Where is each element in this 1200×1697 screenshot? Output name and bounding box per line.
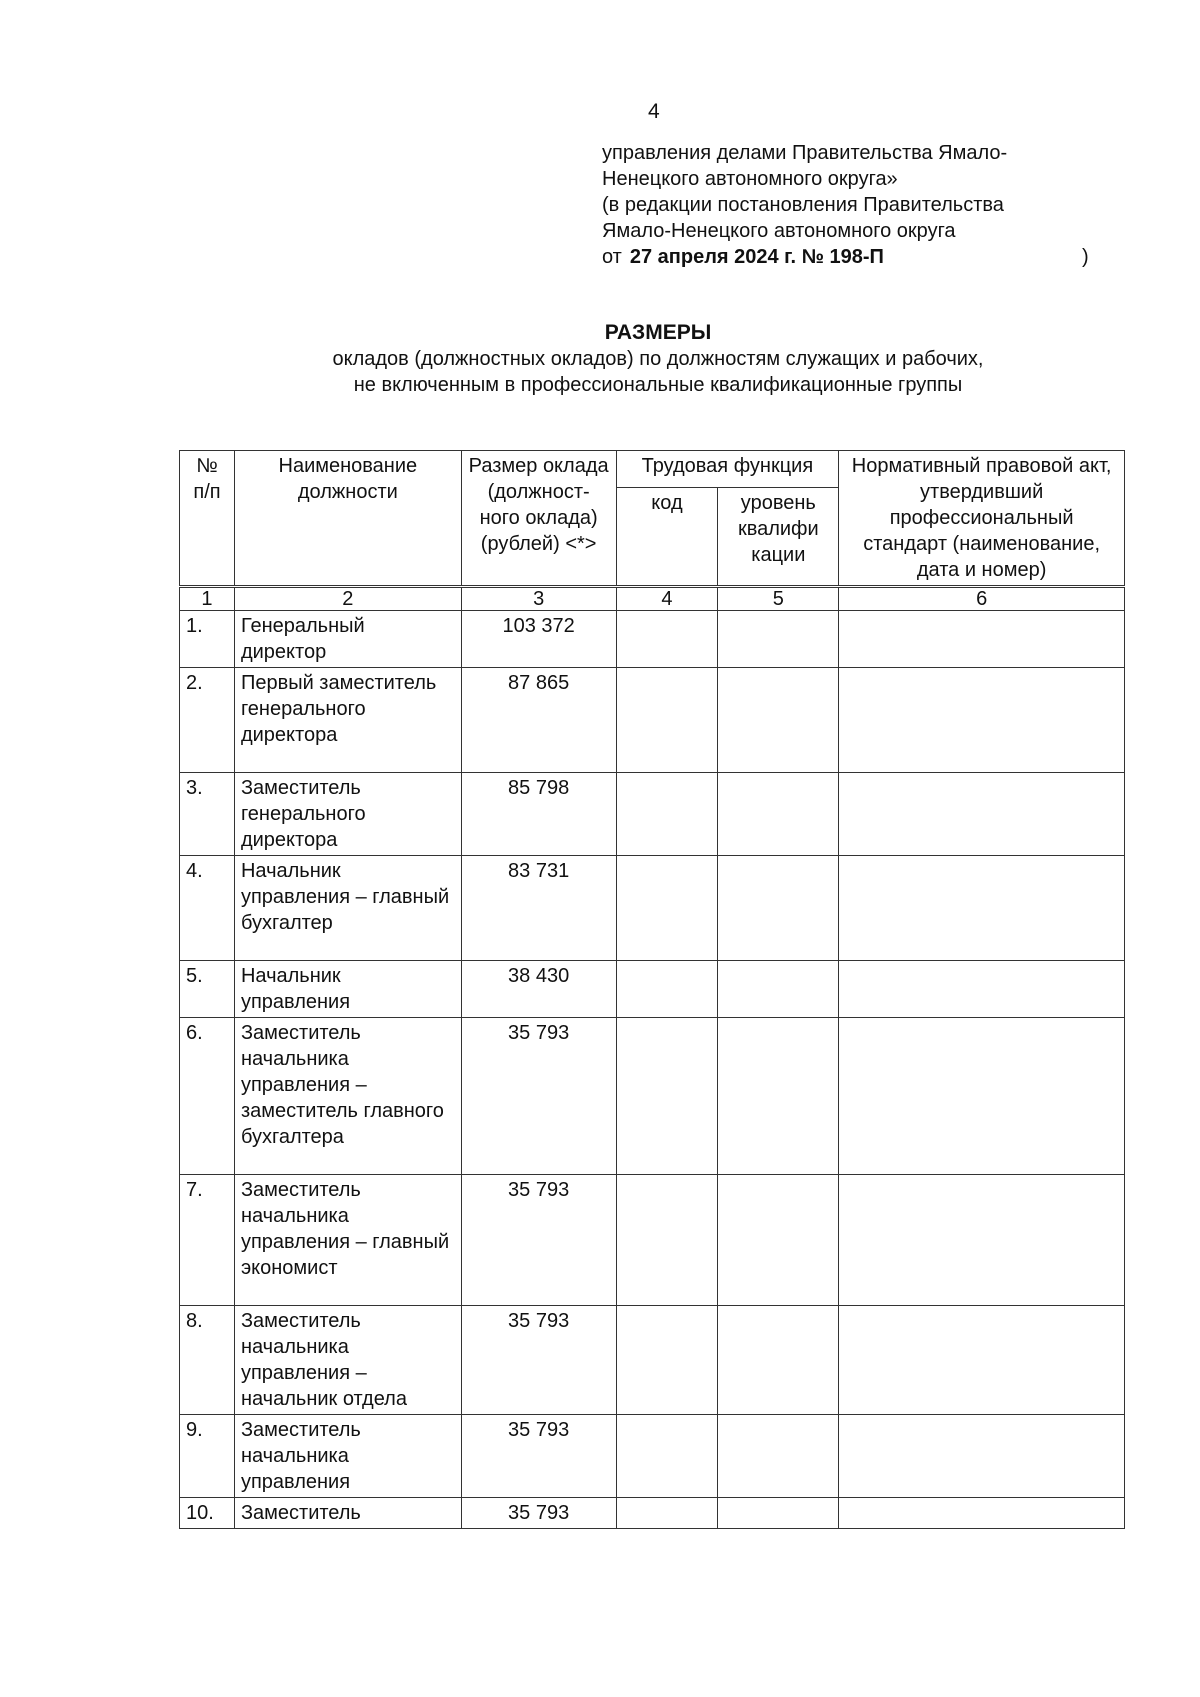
level-cell (718, 1498, 839, 1529)
row-number: 3. (180, 773, 235, 856)
row-number: 5. (180, 961, 235, 1018)
header-regulatory-act: Нормативный правовой акт, утвердивший профессиональный стандарт (наименование, дата и номер) (839, 451, 1125, 587)
resolution-date-line (602, 244, 1092, 270)
column-number: 4 (616, 587, 718, 611)
date-prefix: от (602, 246, 622, 268)
row-number: 4. (180, 856, 235, 961)
act-cell (839, 1498, 1125, 1529)
column-numbers-row (180, 587, 1125, 611)
act-cell (839, 668, 1125, 773)
row-number: 6. (180, 1018, 235, 1175)
code-cell (616, 856, 718, 961)
code-cell (616, 1175, 718, 1306)
table-row (180, 1175, 1125, 1306)
level-cell (718, 773, 839, 856)
position-name: Заместитель начальника управления – главный экономист (234, 1175, 461, 1306)
position-name: Первый заместитель генерального директора (234, 668, 461, 773)
column-number: 3 (461, 587, 616, 611)
level-cell (718, 1415, 839, 1498)
code-cell (616, 668, 718, 773)
table-row (180, 1018, 1125, 1175)
document-title (0, 320, 1200, 398)
salary-value: 87 865 (461, 668, 616, 773)
table-row (180, 668, 1125, 773)
header-line: Ненецкого автономного округа» (602, 168, 898, 190)
level-cell (718, 1306, 839, 1415)
header-num: № п/п (180, 451, 235, 587)
salary-value: 35 793 (461, 1018, 616, 1175)
column-number: 2 (234, 587, 461, 611)
act-cell (839, 1018, 1125, 1175)
position-name: Генеральный директор (234, 611, 461, 668)
act-cell (839, 961, 1125, 1018)
act-cell (839, 773, 1125, 856)
table-row (180, 773, 1125, 856)
salary-value: 35 793 (461, 1415, 616, 1498)
column-number: 6 (839, 587, 1125, 611)
page-number: 4 (648, 100, 660, 123)
header-salary: Размер оклада (должност-ного оклада) (рублей) <*> (461, 451, 616, 587)
act-cell (839, 1175, 1125, 1306)
row-number: 1. (180, 611, 235, 668)
title-subtitle: не включенным в профессиональные квалификационные группы (353, 374, 963, 396)
level-cell (718, 1018, 839, 1175)
title-subtitle: окладов (должностных окладов) по должностям служащих и рабочих, (332, 348, 984, 370)
position-name: Заместитель начальника управления (234, 1415, 461, 1498)
header-code: код (616, 487, 718, 586)
title-heading: РАЗМЕРЫ (604, 321, 712, 344)
level-cell (718, 611, 839, 668)
header-line: (в редакции постановления Правительства (602, 194, 1004, 216)
salary-value: 35 793 (461, 1306, 616, 1415)
code-cell (616, 773, 718, 856)
position-name: Заместитель генерального директора (234, 773, 461, 856)
position-name: Начальник управления (234, 961, 461, 1018)
position-name: Заместитель начальника управления – заместитель главного бухгалтера (234, 1018, 461, 1175)
code-cell (616, 1415, 718, 1498)
header-position-name: Наименование должности (234, 451, 461, 587)
header-line: Ямало-Ненецкого автономного округа (602, 220, 956, 242)
table-row (180, 611, 1125, 668)
salary-value: 35 793 (461, 1175, 616, 1306)
code-cell (616, 1498, 718, 1529)
position-name: Начальник управления – главный бухгалтер (234, 856, 461, 961)
row-number: 2. (180, 668, 235, 773)
position-name: Заместитель начальника управления – начальник отдела (234, 1306, 461, 1415)
table-row (180, 856, 1125, 961)
code-cell (616, 961, 718, 1018)
header-line: управления делами Правительства Ямало- (602, 142, 1008, 164)
level-cell (718, 668, 839, 773)
row-number: 7. (180, 1175, 235, 1306)
resolution-date: 27 апреля 2024 г. № 198-П (629, 246, 884, 268)
level-cell (718, 856, 839, 961)
salary-value: 85 798 (461, 773, 616, 856)
salary-value: 35 793 (461, 1498, 616, 1529)
position-name: Заместитель (234, 1498, 461, 1529)
header-labor-function: Трудовая функция (616, 451, 839, 488)
salary-table (179, 450, 1125, 1529)
salary-value: 83 731 (461, 856, 616, 961)
code-cell (616, 1306, 718, 1415)
salary-value: 103 372 (461, 611, 616, 668)
table-row (180, 961, 1125, 1018)
row-number: 10. (180, 1498, 235, 1529)
level-cell (718, 961, 839, 1018)
approval-header (602, 140, 1092, 270)
code-cell (616, 1018, 718, 1175)
act-cell (839, 1415, 1125, 1498)
column-number: 5 (718, 587, 839, 611)
table-row (180, 1415, 1125, 1498)
act-cell (839, 856, 1125, 961)
row-number: 8. (180, 1306, 235, 1415)
header-qualification-level: уровень квалифи кации (718, 487, 839, 586)
level-cell (718, 1175, 839, 1306)
act-cell (839, 611, 1125, 668)
act-cell (839, 1306, 1125, 1415)
row-number: 9. (180, 1415, 235, 1498)
code-cell (616, 611, 718, 668)
date-suffix: ) (1082, 246, 1089, 268)
salary-value: 38 430 (461, 961, 616, 1018)
table-row (180, 1498, 1125, 1529)
column-number: 1 (180, 587, 235, 611)
table-row (180, 1306, 1125, 1415)
